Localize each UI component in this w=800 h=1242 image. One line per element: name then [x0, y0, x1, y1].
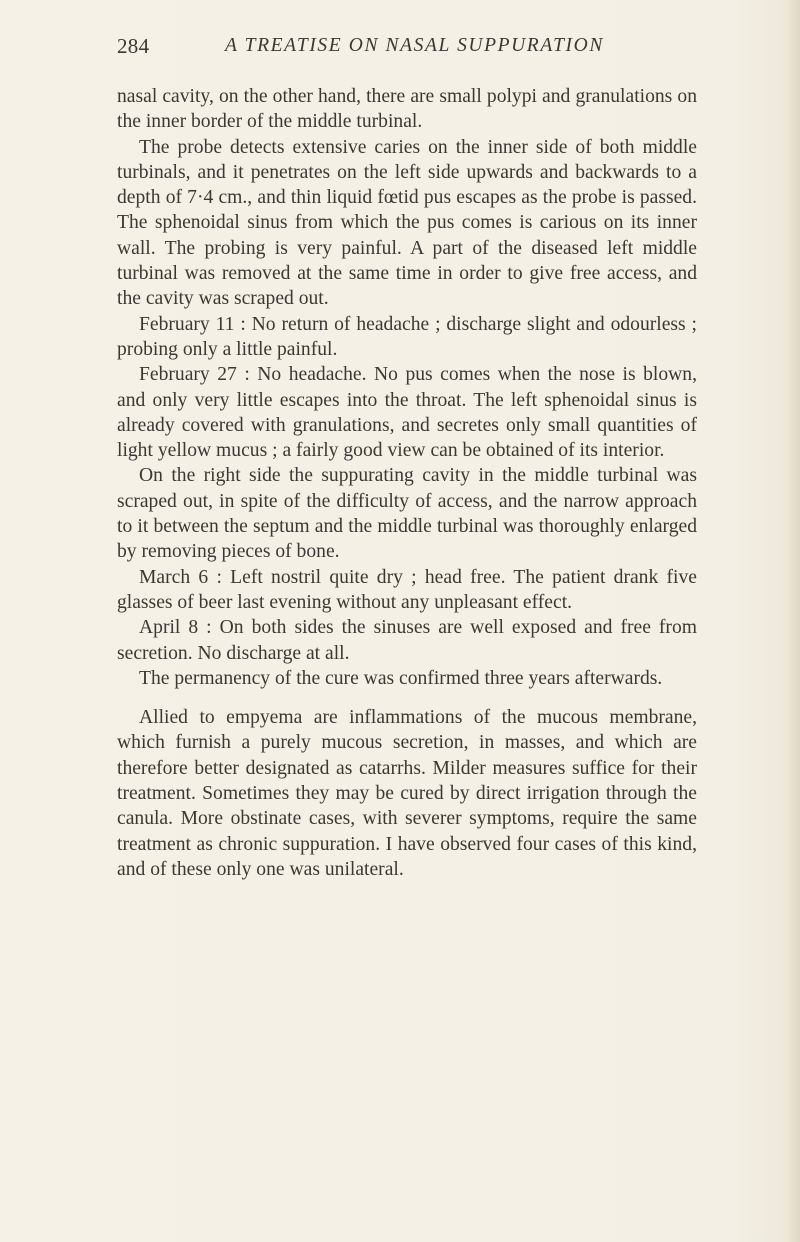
body-text [117, 84, 697, 882]
paragraph-probe: The probe detects extensive caries on the inner side of both middle turbinals, and it penetrates on the left side upwards and backwards to a depth of 7·4 cm., and thin liquid fœtid pus escapes as the probe is passed. The sphenoidal sinus from which the pus comes is carious on its inner wall. The probing is very painful. A part of the diseased left middle turbinal was removed at the same time in order to give free access, and the cavity was scraped out. [117, 136, 697, 310]
paragraph-feb-27: February 27 : No headache. No pus comes when the nose is blown, and only very little escapes into the throat. The left sphenoidal sinus is already covered with granulations, and secretes only small quantities of light yellow mucus ; a fairly good view can be obtained of its interior. [117, 364, 697, 462]
paragraph-feb-11: February 11 : No return of headache ; discharge slight and odourless ; probing only a little painful. [117, 313, 697, 360]
paragraph-permanency: The permanency of the cure was confirmed three years afterwards. [139, 667, 663, 689]
paragraph-april-8: April 8 : On both sides the sinuses are well exposed and free from secretion. No discharge at all. [117, 617, 697, 664]
paragraph-right-side: On the right side the suppurating cavity in the middle turbinal was scraped out, in spite of the difficulty of access, and the narrow approach to it between the septum and the middle turbinal was thoroughly enlarged by removing pieces of bone. [117, 465, 697, 563]
paragraph-march-6: March 6 : Left nostril quite dry ; head free. The patient drank five glasses of beer last evening without any unpleasant effect. [117, 566, 697, 613]
paragraph-catarrhs: Allied to empyema are inflammations of the mucous membrane, which furnish a purely mucous secretion, in masses, and which are therefore better designated as catarrhs. Milder measures suffice for their treatment. Sometimes they may be cured by direct irrigation through the canula. More obstinate cases, with severer symptoms, require the same treatment as chronic suppuration. I have observed four cases of this kind, and of these only one was unilateral. [117, 707, 697, 880]
paragraph-continuation: nasal cavity, on the other hand, there are small polypi and granulations on the inner border of the middle turbinal. [117, 86, 697, 133]
page-header [117, 34, 697, 64]
page-number: 284 [117, 34, 150, 58]
page-edge-shadow [786, 0, 800, 1242]
running-head: A TREATISE ON NASAL SUPPURATION [225, 35, 604, 56]
